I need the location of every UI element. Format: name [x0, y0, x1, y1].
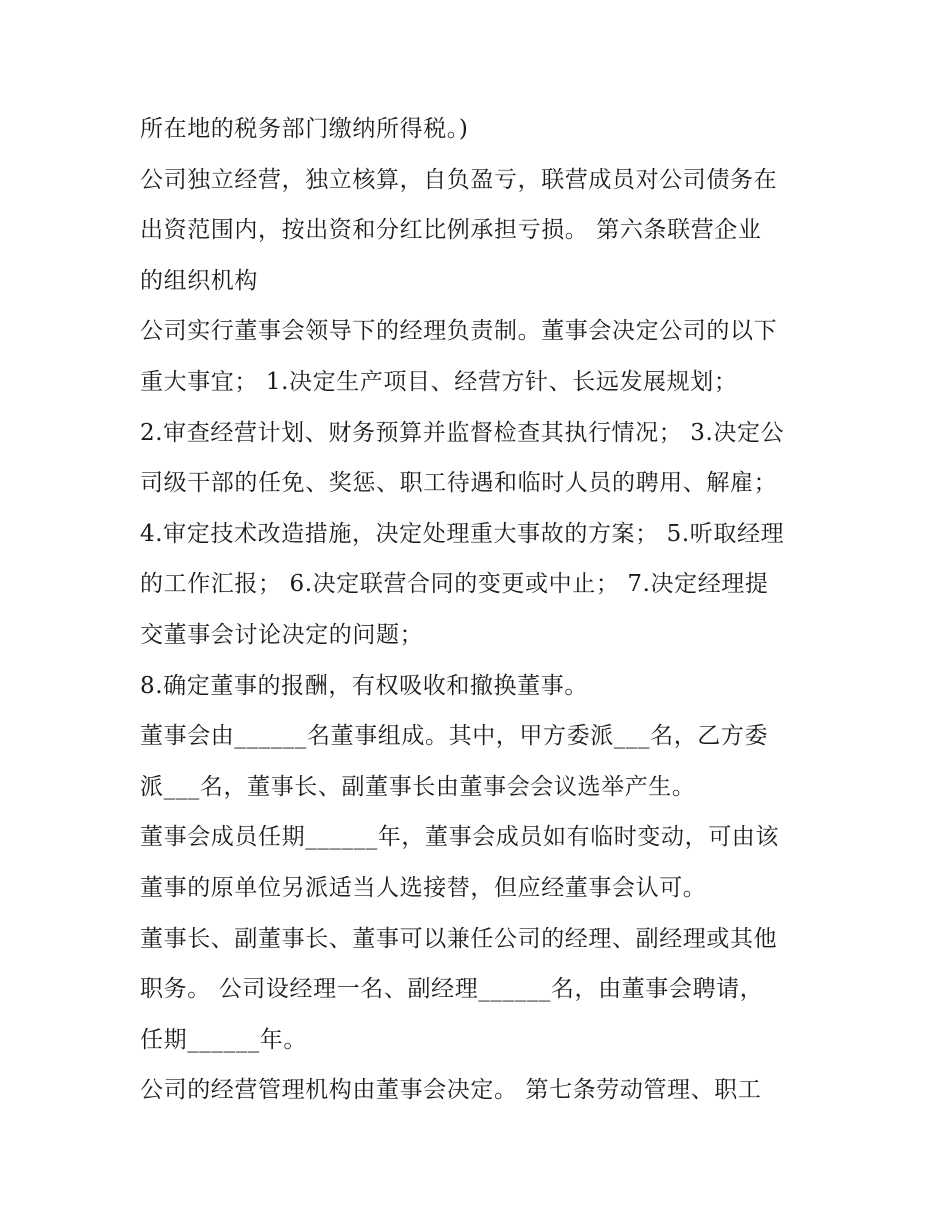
- text-line: 公司的经营管理机构由董事会决定。 第七条劳动管理、职工: [140, 1077, 762, 1104]
- text-line: 出资范围内，按出资和分红比例承担亏损。 第六条联营企业: [140, 217, 762, 244]
- text-line: 任期______年。: [140, 1026, 307, 1053]
- text-line: 公司实行董事会领导下的经理负责制。董事会决定公司的以下: [140, 318, 778, 345]
- text-line: 的组织机构: [140, 267, 258, 294]
- text-line: 所在地的税务部门缴纳所得税。): [140, 116, 469, 142]
- text-line: 交董事会讨论决定的问题；: [140, 621, 424, 648]
- document-body: [140, 104, 820, 1116]
- text-line: 公司独立经营，独立核算，自负盈亏，联营成员对公司债务在: [140, 166, 778, 193]
- text-line: 2.审查经营计划、财务预算并监督检查其执行情况； 3.决定公: [140, 419, 785, 446]
- text-line: 司级干部的任免、奖惩、职工待遇和临时人员的聘用、解雇；: [140, 470, 778, 497]
- text-line: 董事的原单位另派适当人选接替，但应经董事会认可。: [140, 874, 707, 901]
- text-line: 的工作汇报； 6.决定联营合同的变更或中止； 7.决定经理提: [140, 571, 769, 598]
- text-line: 职务。 公司设经理一名、副经理______名，由董事会聘请，: [140, 976, 764, 1003]
- text-line: 董事会成员任期______年，董事会成员如有临时变动，可由该: [140, 824, 779, 851]
- text-line: 8.确定董事的报酬，有权吸收和撤换董事。: [140, 672, 588, 699]
- text-line: 派___名，董事长、副董事长由董事会会议选举产生。: [140, 773, 696, 800]
- text-line: 重大事宜； 1.决定生产项目、经营方针、长远发展规划；: [140, 368, 738, 395]
- text-line: 董事会由______名董事组成。其中，甲方委派___名，乙方委: [140, 723, 769, 750]
- text-line: 董事长、副董事长、董事可以兼任公司的经理、副经理或其他: [140, 925, 778, 952]
- text-line: 4.审定技术改造措施，决定处理重大事故的方案； 5.听取经理: [140, 520, 785, 547]
